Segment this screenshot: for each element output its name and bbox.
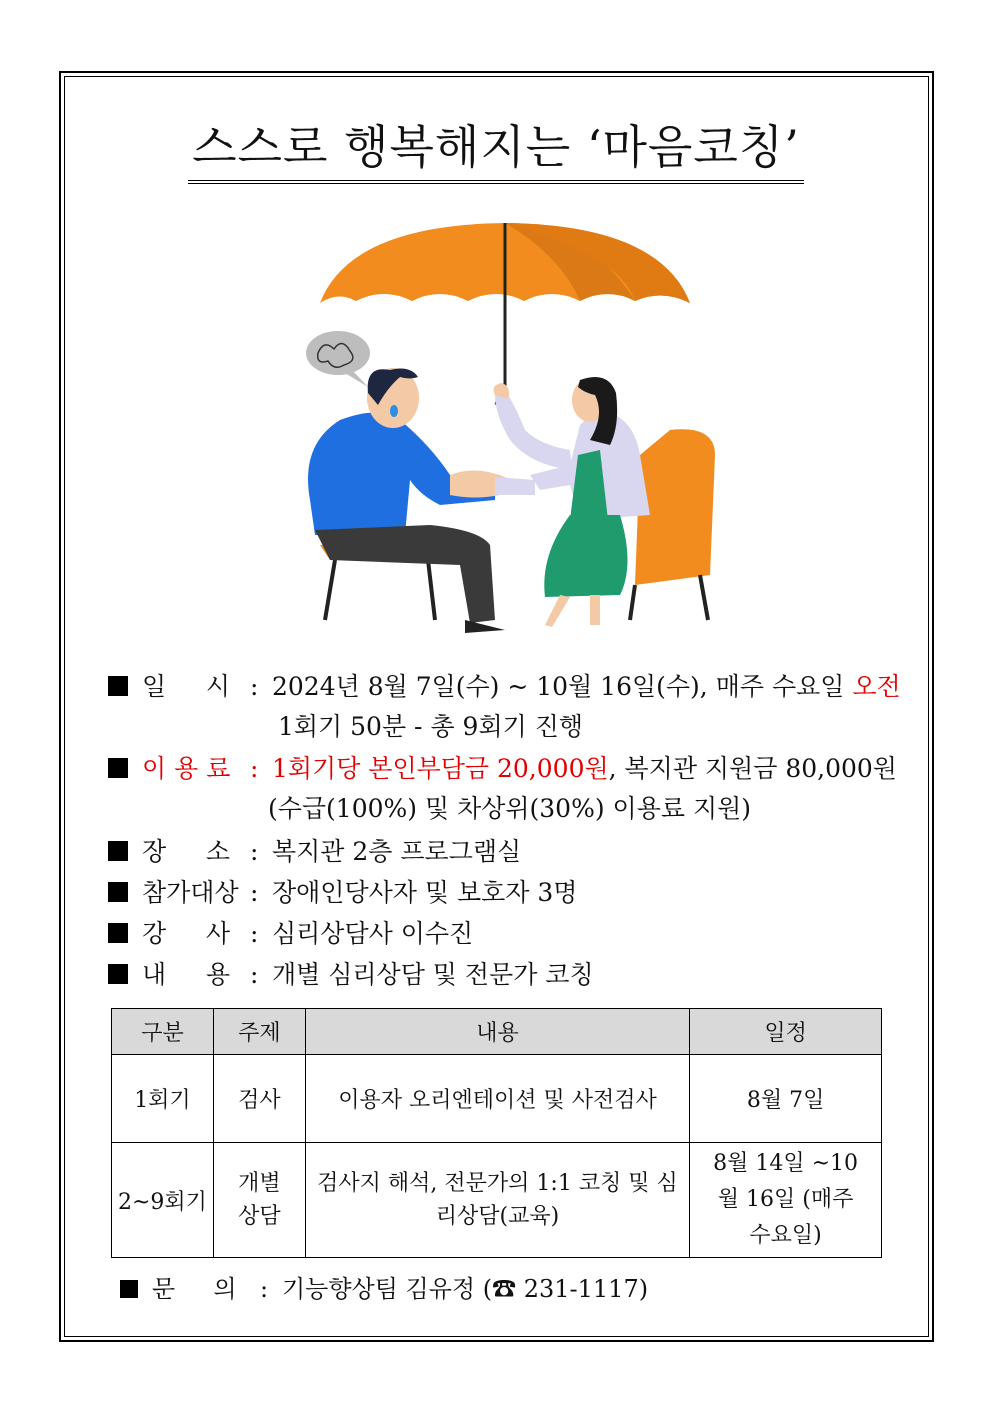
bullet-square-icon bbox=[108, 923, 128, 943]
table-row bbox=[112, 1055, 882, 1143]
table-cell-session: 1회기 bbox=[112, 1055, 214, 1143]
table-cell-schedule: 8월 14일 ~10월 16일 (매주 수요일) bbox=[690, 1143, 882, 1258]
table-header-cell: 내용 bbox=[305, 1009, 689, 1055]
bullet-square-icon bbox=[108, 841, 128, 861]
info-place-row: 장 소 : 복지관 2층 프로그램실 bbox=[108, 835, 521, 869]
bullet-square-icon bbox=[108, 676, 128, 696]
table-cell-content: 검사지 해석, 전문가의 1:1 코칭 및 심리상담(교육) bbox=[305, 1143, 689, 1258]
info-date-red: 오전 bbox=[852, 672, 901, 701]
page-title bbox=[0, 118, 992, 184]
inquiry-label: 문 의 bbox=[152, 1275, 237, 1303]
info-content-label: 내 용 bbox=[142, 960, 231, 989]
info-fee-row: 이 용 료 : 1회기당 본인부담금 20,000원, 복지관 지원금 80,000원 bbox=[108, 752, 897, 786]
page-title-text: 스스로 행복해지는 ‘마음코칭’ bbox=[188, 118, 804, 184]
bullet-square-icon bbox=[120, 1280, 138, 1298]
table-cell-content: 이용자 오리엔테이션 및 사전검사 bbox=[305, 1055, 689, 1143]
info-date-line2: 1회기 50분 - 총 9회기 진행 bbox=[278, 712, 584, 741]
info-date-value: 2024년 8월 7일(수) ~ 10월 16일(수), 매주 수요일 bbox=[272, 672, 853, 701]
table-cell-session: 2~9회기 bbox=[112, 1143, 214, 1258]
bullet-square-icon bbox=[108, 758, 128, 778]
counseling-illustration bbox=[290, 215, 730, 640]
table-cell-schedule: 8월 7일 bbox=[690, 1055, 882, 1143]
info-fee-label: 이 용 료 bbox=[142, 754, 231, 783]
info-place-value: 복지관 2층 프로그램실 bbox=[272, 837, 522, 866]
info-target-value: 장애인당사자 및 보호자 3명 bbox=[272, 878, 578, 907]
bullet-square-icon bbox=[108, 964, 128, 984]
bullet-square-icon bbox=[108, 882, 128, 902]
speech-bubble bbox=[306, 331, 370, 375]
info-instructor-value: 심리상담사 이수진 bbox=[272, 919, 474, 948]
inquiry-value: 기능향상팀 김유정 (☎ 231-1117) bbox=[282, 1275, 649, 1303]
info-target-label: 참가대상 bbox=[142, 878, 239, 907]
table-header-cell: 주제 bbox=[213, 1009, 305, 1055]
info-target-row: 참가대상 : 장애인당사자 및 보호자 3명 bbox=[108, 876, 577, 910]
schedule-table bbox=[111, 1008, 882, 1258]
info-content-value: 개별 심리상담 및 전문가 코칭 bbox=[272, 960, 594, 989]
info-place-label: 장 소 bbox=[142, 837, 231, 866]
info-fee-red: 1회기당 본인부담금 20,000원 bbox=[272, 754, 609, 783]
info-date-label: 일 시 bbox=[142, 672, 231, 701]
info-instructor-label: 강 사 bbox=[142, 919, 231, 948]
table-cell-topic: 개별 상담 bbox=[213, 1143, 305, 1258]
inquiry-row: 문 의 : 기능향상팀 김유정 (☎ 231-1117) bbox=[120, 1273, 648, 1305]
info-fee-rest: , 복지관 지원금 80,000원 bbox=[608, 754, 897, 783]
table-header-cell: 일정 bbox=[690, 1009, 882, 1055]
table-cell-topic: 검사 bbox=[213, 1055, 305, 1143]
info-content-row: 내 용 : 개별 심리상담 및 전문가 코칭 bbox=[108, 958, 594, 992]
info-fee-line2: (수급(100%) 및 차상위(30%) 이용료 지원) bbox=[268, 794, 751, 823]
info-date-row: 일 시 : 2024년 8월 7일(수) ~ 10월 16일(수), 매주 수요일 오전 bbox=[108, 670, 901, 704]
table-header-cell: 구분 bbox=[112, 1009, 214, 1055]
table-row bbox=[112, 1143, 882, 1258]
info-instructor-row: 강 사 : 심리상담사 이수진 bbox=[108, 917, 473, 951]
table-header-row bbox=[112, 1009, 882, 1055]
